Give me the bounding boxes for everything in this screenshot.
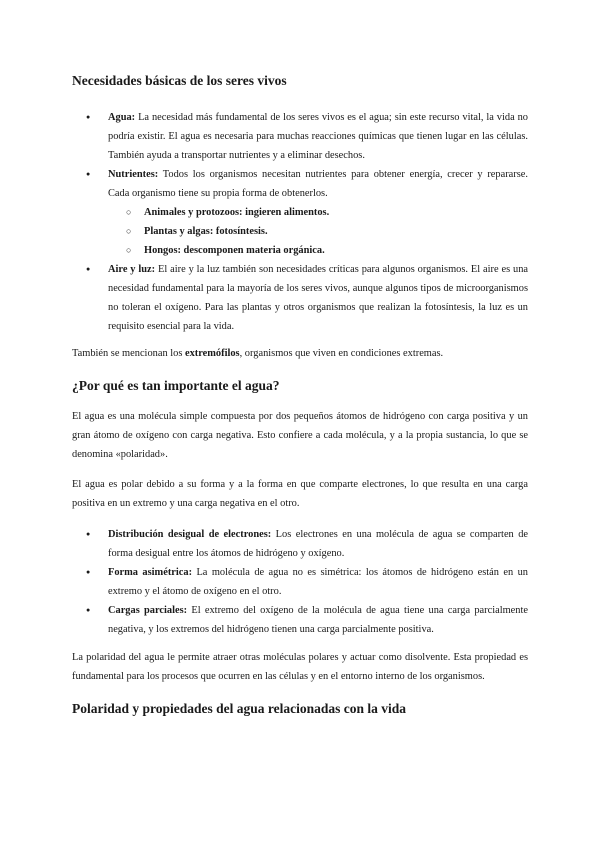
text-distribucion: Los electrones en una molécula de agua se comparten de forma desigual entre los átomos de hidrógeno y oxígeno. xyxy=(108,529,529,559)
list-item-forma xyxy=(72,563,528,601)
term-agua: Agua: xyxy=(108,112,136,123)
list-item-aire-luz xyxy=(72,260,528,336)
term-distribucion: Distribución desigual de electrones: xyxy=(108,529,272,540)
note-bold: extremófilos xyxy=(184,348,240,359)
list-item-cargas xyxy=(72,601,528,639)
document-page xyxy=(72,72,528,718)
term-cargas: Cargas parciales: xyxy=(108,605,188,616)
heading-importancia-agua: ¿Por qué es tan importante el agua? xyxy=(72,378,280,393)
paragraph-disolvente: La polaridad del agua le permite atraer otras moléculas polares y actuar como disolvente. Esta propiedad es fundamental para los procesos que ocurren en las células y en el entorno interno de los organismos. xyxy=(72,652,528,682)
sublist-item-plantas: ○ Plantas y algas: fotosíntesis. xyxy=(108,222,528,241)
heading-polaridad-propiedades: Polaridad y propiedades del agua relacionadas con la vida xyxy=(72,701,407,716)
term-nutrientes: Nutrientes: xyxy=(108,169,159,180)
term-aire-luz: Aire y luz: xyxy=(108,264,156,275)
list-item-nutrientes xyxy=(72,165,528,260)
sublist-nutrientes xyxy=(108,203,528,260)
text-aire-luz: El aire y la luz también son necesidades críticas para algunos organismos. El aire es una necesidad fundamental para la mayoría de los seres vivos, aunque algunos tipos de microorganismos no toleran el oxígeno. Para las plantas y otros organismos que realizan la fotosíntesis, la luz es un requisito esencial para la vida. xyxy=(108,264,529,332)
text-agua: La necesidad más fundamental de los seres vivos es el agua; sin este recurso vital, la vida no podría existir. El agua es necesaria para muchas reacciones químicas que tienen lugar en las células. También ayuda a transportar nutrientes y a eliminar desechos. xyxy=(108,112,528,161)
text-nutrientes: Todos los organismos necesitan nutrientes para obtener energía, crecer y repararse. Cada organismo tiene su propia forma de obtenerlos. xyxy=(108,169,528,199)
list-item-agua xyxy=(72,108,528,165)
sublist-item-hongos: ○ Hongos: descomponen materia orgánica. xyxy=(108,241,528,260)
sublist-item-animales: ○ Animales y protozoos: ingieren alimentos. xyxy=(108,203,528,222)
note-post: , organismos que viven en condiciones extremas. xyxy=(239,348,444,359)
heading-necesidades: Necesidades básicas de los seres vivos xyxy=(72,73,287,88)
text-forma: La molécula de agua no es simétrica: los átomos de hidrógeno están en un extremo y el átomo de oxígeno en el otro. xyxy=(108,567,528,597)
paragraph-molecula: El agua es una molécula simple compuesta por dos pequeños átomos de hidrógeno con carga positiva y un gran átomo de oxígeno con carga negativa. Esto confiere a cada molécula, y a la propia sustancia, lo que se denomina «polaridad». xyxy=(72,411,528,460)
term-forma: Forma asimétrica: xyxy=(108,567,193,578)
text-cargas: El extremo del oxígeno de la molécula de agua tiene una carga parcialmente negativa, y los extremos del hidrógeno tienen una carga parcialmente positiva. xyxy=(108,605,528,635)
bullet-list-polaridad xyxy=(72,525,528,639)
paragraph-extremofilos xyxy=(72,344,528,363)
paragraph-polar: El agua es polar debido a su forma y a la forma en que comparte electrones, lo que resulta en una carga positiva en un extremo y una carga negativa en el otro. xyxy=(72,479,528,509)
list-item-distribucion xyxy=(72,525,528,563)
note-pre: También se mencionan los xyxy=(72,348,185,359)
bullet-list-necesidades xyxy=(72,108,528,336)
